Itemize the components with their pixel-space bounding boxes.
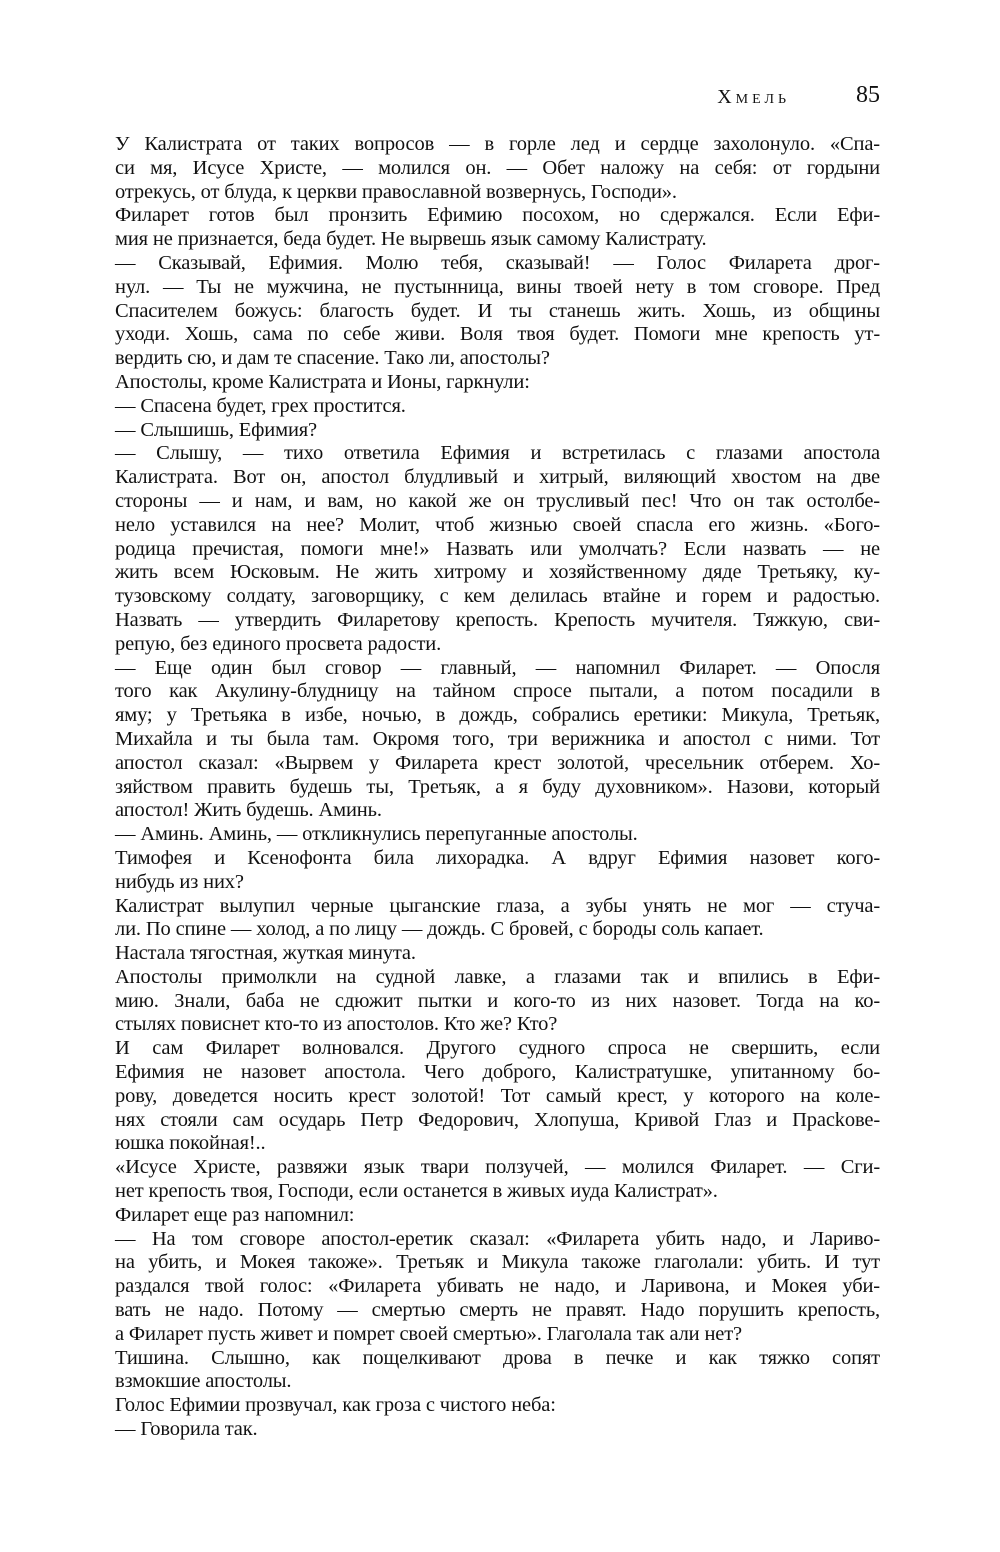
text-line: нело уставился на нее? Молит, чтоб жизнью своей спасла его жизнь. «Бого- bbox=[115, 513, 880, 536]
text-line: юшка покойная!.. bbox=[115, 1132, 266, 1155]
text-line: репую, без единого просвета радости. bbox=[115, 632, 442, 655]
text-line: Михайла и ты была там. Окромя того, три верижника и апостол с ними. Тот bbox=[115, 727, 880, 750]
text-line: того как Акулину-блудницу на тайном спросе пытали, а потом посадили в bbox=[115, 680, 880, 703]
text-line: нул. — Ты не мужчина, не пустынница, вины твоей нету в том сговоре. Пред bbox=[115, 275, 880, 298]
text-line: Ефимия не назовет апостола. Чего доброго, Калистратушке, упитанному бо- bbox=[115, 1061, 880, 1084]
text-line: — Говорила так. bbox=[115, 1418, 258, 1441]
paragraph bbox=[115, 133, 880, 204]
text-line: — Слышишь, Ефимия? bbox=[115, 418, 317, 441]
text-line: «Исусе Христе, развяжи язык твари ползучей, — молился Филарет. — Сги- bbox=[115, 1156, 880, 1179]
text-line: на убить, и Мокея такоже». Третьяк и Микула такоже глаголали: убить. И тут bbox=[115, 1251, 880, 1274]
text-line: Назвать — утвердить Филаретову крепость. Крепость мучителя. Тяжкую, сви- bbox=[115, 608, 880, 631]
page-number: 85 bbox=[856, 82, 880, 108]
text-line: жить всем Юсковым. Не жить хитрому и хозяйственному дяде Третьяку, ку- bbox=[115, 561, 880, 584]
text-line: вердить сю, и дам те спасение. Тако ли, апостолы? bbox=[115, 347, 550, 370]
paragraph bbox=[115, 942, 880, 966]
text-line: — Спасена будет, грех простится. bbox=[115, 394, 406, 417]
paragraph bbox=[115, 252, 880, 371]
text-line: Апостолы примолкли на судной лавке, а глазами так и впились в Ефи- bbox=[115, 965, 880, 988]
text-line: родица пречистая, помоги мне!» Назвать или умолчать? Если назвать — не bbox=[115, 537, 880, 560]
text-line: стороны — и нам, и вам, но какой же он трусливый пес! Что он так остолбе- bbox=[115, 489, 880, 512]
text-line: нибудь из них? bbox=[115, 870, 244, 893]
text-line: — Аминь. Аминь, — откликнулись перепуганные апостолы. bbox=[115, 823, 638, 846]
text-line: Калистрат вылупил черные цыганские глаза, а зубы унять не мог — стуча- bbox=[115, 894, 880, 917]
text-line: яму; у Третьяка в избе, ночью, в дождь, собрались еретики: Микула, Третьяк, bbox=[115, 704, 880, 727]
paragraph bbox=[115, 657, 880, 824]
text-line: си мя, Исусе Христе, — молился он. — Обет наложу на себя: от гордыни bbox=[115, 156, 880, 179]
text-line: мия не признается, беда будет. Не вырвешь язык самому Калистрату. bbox=[115, 228, 707, 251]
paragraph bbox=[115, 371, 880, 395]
text-line: а Филарет пусть живет и помрет своей смертью». Глаголала так али нет? bbox=[115, 1322, 742, 1345]
text-line: Настала тягостная, жуткая минута. bbox=[115, 942, 416, 965]
text-line: зяйством править будешь ты, Третьяк, а я буду духовником». Назови, который bbox=[115, 775, 880, 798]
text-line: нях стояли сам осударь Петр Федорович, Хлопуша, Кривой Глаз и Прасkове- bbox=[115, 1108, 880, 1131]
text-line: Филарет готов был пронзить Ефимию посохом, но сдержался. Если Ефи- bbox=[115, 204, 880, 227]
paragraph bbox=[115, 1228, 880, 1347]
paragraph bbox=[115, 419, 880, 443]
text-line: Голос Ефимии прозвучал, как гроза с чистого неба: bbox=[115, 1394, 556, 1417]
text-line: мию. Знали, баба не сдюжит пытки и кого-то из них назовет. Тогда на ко- bbox=[115, 989, 880, 1012]
paragraph bbox=[115, 1037, 880, 1156]
text-line: — На том сговоре апостол-еретик сказал: «Филарета убить надо, и Лариво- bbox=[115, 1227, 880, 1250]
running-title: Хмель bbox=[717, 86, 790, 108]
paragraph bbox=[115, 847, 880, 895]
paragraph bbox=[115, 823, 880, 847]
text-line: Тишина. Слышно, как пощелкивают дрова в печке и как тяжко сопят bbox=[115, 1346, 880, 1369]
text-line: — Слышу, — тихо ответила Ефимия и встретилась с глазами апостола bbox=[115, 442, 880, 465]
paragraph bbox=[115, 1347, 880, 1395]
text-line: — Еще один был сговор — главный, — напомнил Филарет. — Опосля bbox=[115, 656, 880, 679]
text-line: уходи. Хошь, сама по себе живи. Воля твоя будет. Помоги мне крепость ут- bbox=[115, 323, 880, 346]
text-line: Филарет еще раз напомнил: bbox=[115, 1203, 355, 1226]
text-line: тузовскому солдату, заговорщику, с кем делилась втайне и горем и радостью. bbox=[115, 585, 880, 608]
text-line: У Калистрата от таких вопросов — в горле лед и сердце захолонуло. «Спа- bbox=[115, 133, 880, 155]
paragraph bbox=[115, 1394, 880, 1418]
text-line: И сам Филарет волновался. Другого судного спроса не свершить, если bbox=[115, 1037, 880, 1060]
text-line: ли. По спине — холод, а по лицу — дождь. С бровей, с бороды соль капает. bbox=[115, 918, 764, 941]
text-line: Спасителем божусь: благость будет. И ты станешь жить. Хошь, из общины bbox=[115, 299, 880, 322]
paragraph bbox=[115, 966, 880, 1037]
text-line: взмокшие апостолы. bbox=[115, 1370, 292, 1393]
paragraph bbox=[115, 1204, 880, 1228]
text-line: — Сказывай, Ефимия. Молю тебя, сказывай! — Голос Филарета дрог- bbox=[115, 251, 880, 274]
running-head bbox=[115, 82, 880, 112]
text-line: Тимофея и Ксенофонта била лихорадка. А вдруг Ефимия назовет кого- bbox=[115, 846, 880, 869]
paragraph bbox=[115, 395, 880, 419]
text-line: Калистрата. Вот он, апостол блудливый и хитрый, виляющий хвостом на две bbox=[115, 466, 880, 489]
body-text bbox=[115, 133, 880, 1442]
text-line: апостол! Жить будешь. Аминь. bbox=[115, 799, 382, 822]
paragraph bbox=[115, 204, 880, 252]
paragraph bbox=[115, 1156, 880, 1204]
paragraph bbox=[115, 1418, 880, 1442]
text-line: отрекусь, от блуда, к церкви православной возвернусь, Господи». bbox=[115, 180, 677, 203]
text-line: Апостолы, кроме Калистрата и Ионы, гаркнули: bbox=[115, 370, 530, 393]
text-line: апостол сказал: «Вырвем у Филарета крест золотой, чресельник отберем. Хо- bbox=[115, 751, 880, 774]
text-line: вать не надо. Потому — смертью смерть не правят. Надо порушить крепость, bbox=[115, 1299, 880, 1322]
paragraph bbox=[115, 442, 880, 656]
text-line: рову, доведется носить крест золотой! Тот самый крест, у которого на коле- bbox=[115, 1084, 880, 1107]
text-line: нет крепость твоя, Господи, если останется в живых иуда Калистрат». bbox=[115, 1180, 718, 1203]
text-line: раздался твой голос: «Филарета убивать не надо, и Ларивона, и Мокея уби- bbox=[115, 1275, 880, 1298]
text-line: стылях повиснет кто-то из апостолов. Кто же? Кто? bbox=[115, 1013, 558, 1036]
paragraph bbox=[115, 895, 880, 943]
